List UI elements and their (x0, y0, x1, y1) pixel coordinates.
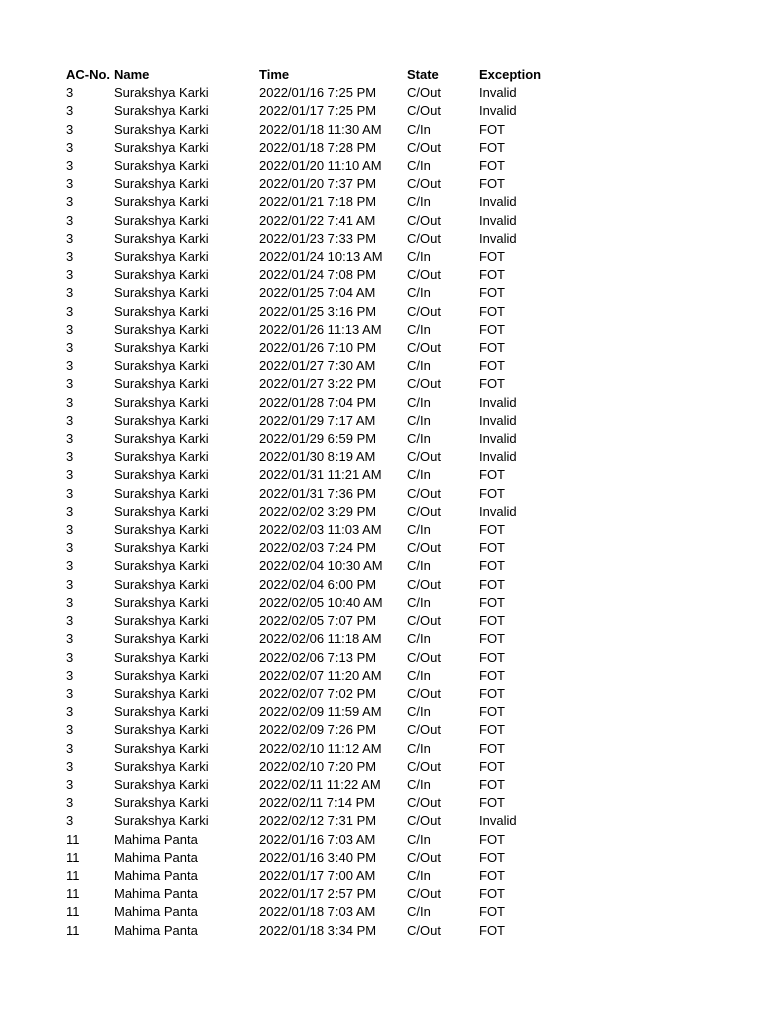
cell-time: 2022/01/16 7:03 AM (259, 831, 376, 847)
cell-ac-no: 3 (66, 540, 74, 556)
cell-time: 2022/02/06 11:18 AM (259, 631, 382, 647)
cell-ac-no: 3 (66, 285, 74, 301)
cell-exception: Invalid (479, 194, 517, 210)
cell-state: C/Out (407, 212, 441, 228)
cell-exception: FOT (479, 904, 505, 920)
header-time: Time (259, 67, 290, 82)
cell-name: Surakshya Karki (114, 121, 209, 137)
cell-time: 2022/02/05 7:07 PM (259, 613, 377, 629)
cell-state: C/Out (407, 649, 441, 665)
cell-exception: Invalid (479, 212, 517, 228)
table-row (66, 885, 569, 903)
cell-time: 2022/01/17 7:25 PM (259, 103, 377, 119)
cell-time: 2022/02/12 7:31 PM (259, 813, 377, 829)
cell-name: Surakshya Karki (114, 631, 209, 647)
cell-ac-no: 3 (66, 685, 74, 701)
cell-ac-no: 3 (66, 594, 74, 610)
table-row (66, 230, 569, 248)
cell-time: 2022/01/17 7:00 AM (259, 867, 376, 883)
attendance-table (66, 66, 569, 940)
cell-exception: FOT (479, 467, 505, 483)
table-row (66, 412, 569, 430)
table-row (66, 685, 569, 703)
cell-exception: FOT (479, 649, 505, 665)
cell-exception: FOT (479, 303, 505, 319)
cell-exception: FOT (479, 849, 505, 865)
cell-time: 2022/01/22 7:41 AM (259, 212, 376, 228)
cell-time: 2022/01/24 10:13 AM (259, 249, 383, 265)
cell-ac-no: 3 (66, 121, 74, 137)
cell-name: Mahima Panta (114, 922, 198, 938)
cell-name: Mahima Panta (114, 831, 198, 847)
cell-time: 2022/02/09 7:26 PM (259, 722, 377, 738)
cell-time: 2022/01/16 3:40 PM (259, 849, 377, 865)
cell-name: Surakshya Karki (114, 558, 209, 574)
cell-ac-no: 3 (66, 267, 74, 283)
cell-time: 2022/01/21 7:18 PM (259, 194, 377, 210)
cell-ac-no: 3 (66, 303, 74, 319)
header-ac-no: AC-No. (66, 67, 111, 82)
table-row (66, 394, 569, 412)
cell-time: 2022/02/06 7:13 PM (259, 649, 377, 665)
cell-ac-no: 3 (66, 230, 74, 246)
table-row (66, 157, 569, 175)
cell-ac-no: 3 (66, 176, 74, 192)
cell-name: Surakshya Karki (114, 540, 209, 556)
cell-ac-no: 3 (66, 758, 74, 774)
cell-state: C/In (407, 321, 431, 337)
cell-exception: FOT (479, 776, 505, 792)
cell-ac-no: 3 (66, 503, 74, 519)
cell-state: C/In (407, 358, 431, 374)
cell-state: C/In (407, 667, 431, 683)
cell-ac-no: 3 (66, 649, 74, 665)
cell-exception: FOT (479, 922, 505, 938)
cell-name: Surakshya Karki (114, 230, 209, 246)
cell-exception: FOT (479, 722, 505, 738)
cell-exception: FOT (479, 321, 505, 337)
cell-exception: Invalid (479, 813, 517, 829)
cell-name: Surakshya Karki (114, 394, 209, 410)
cell-ac-no: 3 (66, 103, 74, 119)
table-row (66, 248, 569, 266)
cell-time: 2022/02/03 11:03 AM (259, 522, 382, 538)
table-row (66, 922, 569, 940)
cell-exception: FOT (479, 340, 505, 356)
cell-state: C/In (407, 158, 431, 174)
cell-name: Surakshya Karki (114, 340, 209, 356)
cell-exception: FOT (479, 558, 505, 574)
cell-state: C/Out (407, 795, 441, 811)
table-row (66, 284, 569, 302)
cell-ac-no: 3 (66, 558, 74, 574)
cell-exception: FOT (479, 685, 505, 701)
cell-state: C/In (407, 121, 431, 137)
cell-name: Surakshya Karki (114, 795, 209, 811)
cell-name: Surakshya Karki (114, 649, 209, 665)
cell-state: C/In (407, 249, 431, 265)
cell-exception: FOT (479, 594, 505, 610)
cell-state: C/In (407, 904, 431, 920)
cell-exception: FOT (479, 795, 505, 811)
table-row (66, 503, 569, 521)
cell-time: 2022/02/09 11:59 AM (259, 704, 382, 720)
table-row (66, 867, 569, 885)
table-row (66, 703, 569, 721)
cell-exception: FOT (479, 867, 505, 883)
cell-time: 2022/01/18 11:30 AM (259, 121, 382, 137)
cell-exception: FOT (479, 267, 505, 283)
table-row (66, 375, 569, 393)
header-name: Name (114, 67, 150, 82)
cell-time: 2022/01/30 8:19 AM (259, 449, 376, 465)
table-row (66, 849, 569, 867)
cell-exception: FOT (479, 139, 505, 155)
cell-state: C/Out (407, 449, 441, 465)
cell-time: 2022/02/10 7:20 PM (259, 758, 377, 774)
cell-state: C/In (407, 522, 431, 538)
cell-name: Surakshya Karki (114, 813, 209, 829)
cell-state: C/In (407, 412, 431, 428)
cell-exception: FOT (479, 667, 505, 683)
cell-name: Surakshya Karki (114, 249, 209, 265)
cell-time: 2022/02/10 11:12 AM (259, 740, 382, 756)
cell-time: 2022/01/20 7:37 PM (259, 176, 377, 192)
cell-exception: FOT (479, 121, 505, 137)
cell-name: Surakshya Karki (114, 376, 209, 392)
cell-state: C/In (407, 831, 431, 847)
cell-state: C/Out (407, 886, 441, 902)
cell-ac-no: 3 (66, 340, 74, 356)
cell-state: C/Out (407, 576, 441, 592)
cell-time: 2022/01/18 3:34 PM (259, 922, 377, 938)
cell-exception: FOT (479, 631, 505, 647)
cell-time: 2022/02/11 11:22 AM (259, 776, 381, 792)
cell-name: Surakshya Karki (114, 522, 209, 538)
cell-ac-no: 3 (66, 158, 74, 174)
cell-time: 2022/01/23 7:33 PM (259, 230, 377, 246)
cell-name: Surakshya Karki (114, 303, 209, 319)
cell-exception: FOT (479, 576, 505, 592)
cell-exception: Invalid (479, 449, 517, 465)
cell-name: Surakshya Karki (114, 485, 209, 501)
cell-name: Surakshya Karki (114, 431, 209, 447)
cell-ac-no: 11 (66, 904, 80, 920)
cell-ac-no: 3 (66, 394, 74, 410)
cell-name: Surakshya Karki (114, 667, 209, 683)
attendance-sheet (66, 66, 569, 940)
cell-time: 2022/01/26 7:10 PM (259, 340, 377, 356)
cell-time: 2022/01/31 7:36 PM (259, 485, 377, 501)
cell-time: 2022/01/29 7:17 AM (259, 412, 376, 428)
table-row (66, 357, 569, 375)
table-row (66, 903, 569, 921)
cell-ac-no: 11 (66, 886, 80, 902)
table-row (66, 758, 569, 776)
cell-name: Mahima Panta (114, 904, 198, 920)
cell-ac-no: 3 (66, 776, 74, 792)
cell-name: Surakshya Karki (114, 285, 209, 301)
cell-ac-no: 3 (66, 740, 74, 756)
cell-ac-no: 3 (66, 522, 74, 538)
cell-time: 2022/01/26 11:13 AM (259, 321, 382, 337)
cell-time: 2022/02/07 7:02 PM (259, 685, 377, 701)
table-row (66, 84, 569, 102)
table-row (66, 212, 569, 230)
cell-state: C/Out (407, 503, 441, 519)
cell-state: C/Out (407, 176, 441, 192)
cell-exception: Invalid (479, 230, 517, 246)
cell-name: Surakshya Karki (114, 467, 209, 483)
cell-exception: Invalid (479, 503, 517, 519)
cell-ac-no: 3 (66, 576, 74, 592)
table-row (66, 576, 569, 594)
cell-ac-no: 3 (66, 139, 74, 155)
cell-ac-no: 3 (66, 485, 74, 501)
cell-time: 2022/02/04 10:30 AM (259, 558, 383, 574)
table-row (66, 175, 569, 193)
cell-state: C/Out (407, 613, 441, 629)
cell-ac-no: 3 (66, 412, 74, 428)
cell-ac-no: 3 (66, 467, 74, 483)
cell-exception: FOT (479, 831, 505, 847)
cell-name: Surakshya Karki (114, 704, 209, 720)
cell-exception: FOT (479, 158, 505, 174)
cell-exception: FOT (479, 285, 505, 301)
cell-ac-no: 3 (66, 321, 74, 337)
cell-name: Surakshya Karki (114, 158, 209, 174)
cell-time: 2022/01/27 7:30 AM (259, 358, 376, 374)
cell-state: C/In (407, 740, 431, 756)
cell-exception: FOT (479, 740, 505, 756)
cell-name: Surakshya Karki (114, 613, 209, 629)
cell-time: 2022/01/27 3:22 PM (259, 376, 377, 392)
cell-ac-no: 3 (66, 667, 74, 683)
table-row (66, 485, 569, 503)
cell-name: Surakshya Karki (114, 740, 209, 756)
cell-exception: Invalid (479, 103, 517, 119)
cell-ac-no: 3 (66, 813, 74, 829)
cell-name: Surakshya Karki (114, 85, 209, 101)
cell-state: C/In (407, 704, 431, 720)
cell-ac-no: 3 (66, 358, 74, 374)
cell-ac-no: 3 (66, 704, 74, 720)
cell-ac-no: 3 (66, 722, 74, 738)
cell-ac-no: 11 (66, 849, 80, 865)
cell-state: C/In (407, 285, 431, 301)
cell-exception: FOT (479, 613, 505, 629)
table-row (66, 339, 569, 357)
table-row (66, 193, 569, 211)
cell-exception: Invalid (479, 85, 517, 101)
cell-name: Surakshya Karki (114, 758, 209, 774)
table-row (66, 539, 569, 557)
cell-time: 2022/01/25 7:04 AM (259, 285, 376, 301)
cell-time: 2022/02/07 11:20 AM (259, 667, 382, 683)
cell-state: C/Out (407, 849, 441, 865)
cell-name: Surakshya Karki (114, 776, 209, 792)
cell-state: C/Out (407, 103, 441, 119)
table-row (66, 430, 569, 448)
cell-state: C/Out (407, 758, 441, 774)
cell-exception: Invalid (479, 412, 517, 428)
cell-exception: FOT (479, 540, 505, 556)
cell-time: 2022/02/05 10:40 AM (259, 594, 383, 610)
cell-exception: Invalid (479, 431, 517, 447)
table-row (66, 776, 569, 794)
cell-time: 2022/02/02 3:29 PM (259, 503, 377, 519)
cell-ac-no: 3 (66, 85, 74, 101)
cell-exception: FOT (479, 886, 505, 902)
cell-name: Mahima Panta (114, 886, 198, 902)
cell-name: Surakshya Karki (114, 139, 209, 155)
table-row (66, 630, 569, 648)
cell-ac-no: 3 (66, 376, 74, 392)
cell-name: Surakshya Karki (114, 194, 209, 210)
table-row (66, 466, 569, 484)
cell-name: Mahima Panta (114, 849, 198, 865)
cell-state: C/In (407, 194, 431, 210)
cell-name: Surakshya Karki (114, 321, 209, 337)
cell-state: C/In (407, 776, 431, 792)
cell-time: 2022/01/25 3:16 PM (259, 303, 377, 319)
table-row (66, 521, 569, 539)
cell-state: C/Out (407, 303, 441, 319)
cell-name: Surakshya Karki (114, 503, 209, 519)
cell-name: Surakshya Karki (114, 358, 209, 374)
table-row (66, 266, 569, 284)
cell-ac-no: 11 (66, 831, 80, 847)
cell-name: Surakshya Karki (114, 576, 209, 592)
cell-ac-no: 3 (66, 431, 74, 447)
cell-ac-no: 11 (66, 867, 80, 883)
table-row (66, 721, 569, 739)
cell-state: C/Out (407, 376, 441, 392)
cell-exception: FOT (479, 758, 505, 774)
table-row (66, 740, 569, 758)
cell-exception: FOT (479, 704, 505, 720)
cell-state: C/Out (407, 485, 441, 501)
cell-name: Surakshya Karki (114, 103, 209, 119)
cell-state: C/Out (407, 139, 441, 155)
cell-state: C/In (407, 867, 431, 883)
cell-ac-no: 3 (66, 449, 74, 465)
cell-state: C/Out (407, 685, 441, 701)
cell-state: C/In (407, 394, 431, 410)
cell-name: Surakshya Karki (114, 267, 209, 283)
cell-name: Surakshya Karki (114, 412, 209, 428)
cell-time: 2022/01/18 7:28 PM (259, 139, 377, 155)
cell-exception: FOT (479, 522, 505, 538)
cell-state: C/Out (407, 230, 441, 246)
cell-exception: Invalid (479, 394, 517, 410)
cell-state: C/Out (407, 85, 441, 101)
table-row (66, 612, 569, 630)
header-row (66, 66, 569, 84)
cell-time: 2022/01/31 11:21 AM (259, 467, 382, 483)
cell-exception: FOT (479, 485, 505, 501)
table-row (66, 303, 569, 321)
table-row (66, 139, 569, 157)
cell-time: 2022/01/17 2:57 PM (259, 886, 377, 902)
table-row (66, 448, 569, 466)
cell-state: C/Out (407, 267, 441, 283)
cell-exception: FOT (479, 376, 505, 392)
cell-ac-no: 3 (66, 613, 74, 629)
cell-name: Surakshya Karki (114, 685, 209, 701)
cell-name: Mahima Panta (114, 867, 198, 883)
table-row (66, 794, 569, 812)
cell-state: C/Out (407, 922, 441, 938)
header-exception: Exception (479, 67, 542, 82)
cell-exception: FOT (479, 358, 505, 374)
table-row (66, 321, 569, 339)
cell-time: 2022/01/29 6:59 PM (259, 431, 377, 447)
table-row (66, 594, 569, 612)
header-state: State (407, 67, 439, 82)
cell-exception: FOT (479, 176, 505, 192)
cell-name: Surakshya Karki (114, 176, 209, 192)
table-row (66, 102, 569, 120)
cell-state: C/In (407, 467, 431, 483)
table-row (66, 812, 569, 830)
table-row (66, 667, 569, 685)
cell-time: 2022/01/20 11:10 AM (259, 158, 382, 174)
cell-state: C/Out (407, 340, 441, 356)
table-row (66, 831, 569, 849)
cell-time: 2022/02/03 7:24 PM (259, 540, 377, 556)
cell-time: 2022/02/11 7:14 PM (259, 795, 376, 811)
cell-exception: FOT (479, 249, 505, 265)
cell-time: 2022/02/04 6:00 PM (259, 576, 377, 592)
cell-state: C/Out (407, 813, 441, 829)
cell-time: 2022/01/28 7:04 PM (259, 394, 377, 410)
cell-ac-no: 11 (66, 922, 80, 938)
cell-ac-no: 3 (66, 194, 74, 210)
cell-name: Surakshya Karki (114, 594, 209, 610)
cell-state: C/In (407, 431, 431, 447)
cell-time: 2022/01/18 7:03 AM (259, 904, 376, 920)
cell-state: C/In (407, 631, 431, 647)
table-row (66, 649, 569, 667)
cell-name: Surakshya Karki (114, 449, 209, 465)
cell-name: Surakshya Karki (114, 722, 209, 738)
cell-time: 2022/01/24 7:08 PM (259, 267, 377, 283)
cell-state: C/Out (407, 540, 441, 556)
cell-ac-no: 3 (66, 795, 74, 811)
cell-ac-no: 3 (66, 249, 74, 265)
cell-time: 2022/01/16 7:25 PM (259, 85, 377, 101)
cell-ac-no: 3 (66, 631, 74, 647)
table-row (66, 121, 569, 139)
cell-name: Surakshya Karki (114, 212, 209, 228)
table-body (66, 84, 569, 940)
cell-state: C/In (407, 558, 431, 574)
cell-state: C/Out (407, 722, 441, 738)
cell-ac-no: 3 (66, 212, 74, 228)
cell-state: C/In (407, 594, 431, 610)
table-row (66, 557, 569, 575)
